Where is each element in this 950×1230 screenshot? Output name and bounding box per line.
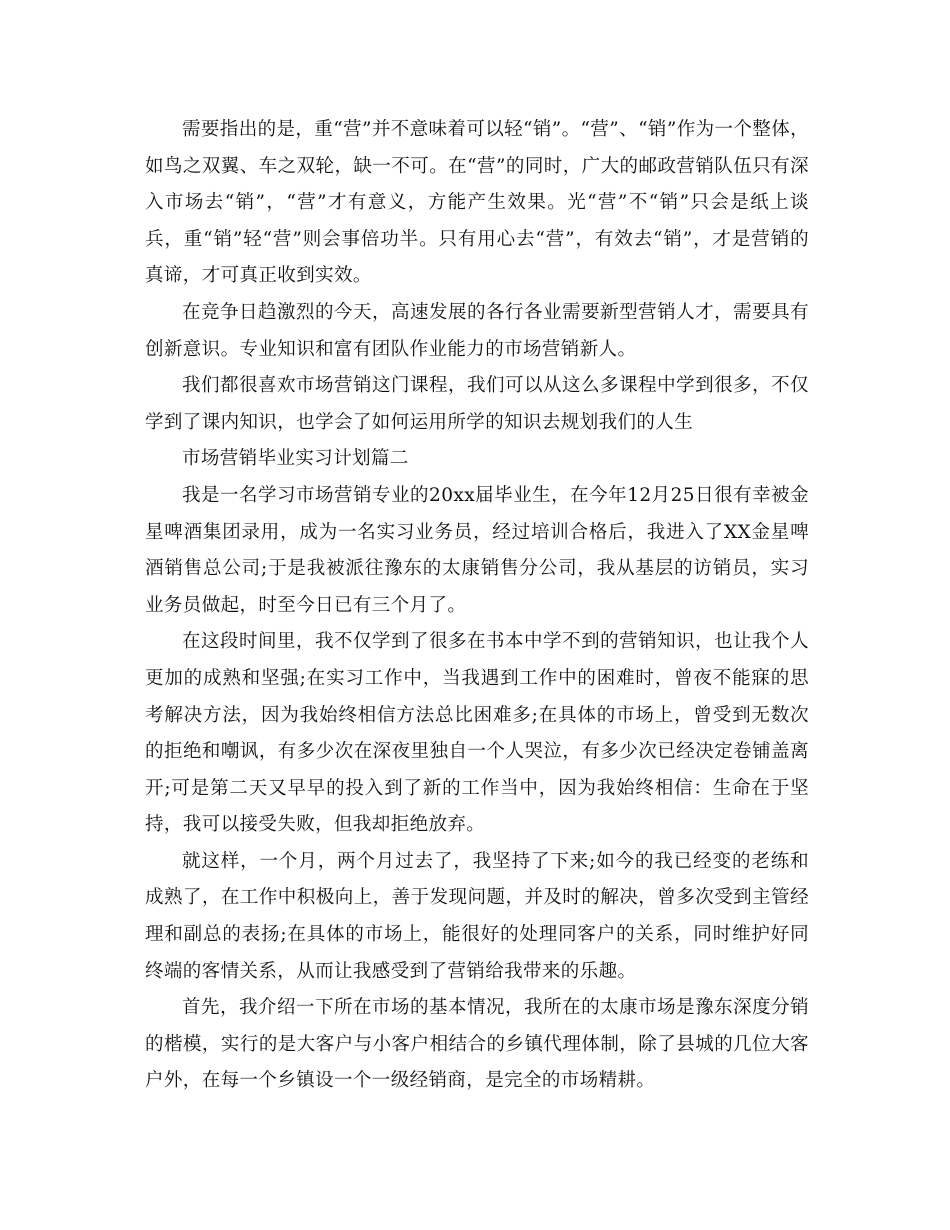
document-body bbox=[145, 112, 809, 1100]
paragraph-experience: 在这段时间里，我不仅学到了很多在书本中学不到的营销知识，也让我个人更加的成熟和坚强;在实习工作中，当我遇到工作中的困难时，曾夜不能寐的思考解决方法，因为我始终相信方法总比困难多;在具体的市场上，曾受到无数次的拒绝和嘲讽，有多少次在深夜里独自一个人哭泣，有多少次已经决定卷铺盖离开;可是第二天又早早的投入到了新的工作当中，因为我始终相信：生命在于坚持，我可以接受失败，但我却拒绝放弃。 bbox=[145, 631, 809, 836]
paragraph-talent-demand: 在竞争日趋激烈的今天，高速发展的各行各业需要新型营销人才，需要具有创新意识。专业知识和富有团队作业能力的市场营销新人。 bbox=[145, 301, 809, 360]
paragraph-intro-internship: 我是一名学习市场营销专业的20xx届毕业生，在今年12月25日很有幸被金星啤酒集团录用，成为一名实习业务员，经过培训合格后，我进入了XX金星啤酒销售总公司;于是我被派往豫东的太康销售分公司，我从基层的访销员，实习业务员做起，时至今日已有三个月了。 bbox=[145, 484, 809, 616]
paragraph-course: 我们都很喜欢市场营销这门课程，我们可以从这么多课程中学到很多，不仅学到了课内知识，也学会了如何运用所学的知识去规划我们的人生 bbox=[145, 375, 809, 433]
paragraph-ying-xiao: 需要指出的是，重“营”并不意味着可以轻“销”。“营”、“销”作为一个整体，如鸟之双翼、车之双轮，缺一不可。在“营”的同时，广大的邮政营销队伍只有深入市场去“销”，“营”才有意义，方能产生效果。光“营”不“销”只会是纸上谈兵，重“销”轻“营”则会事倍功半。只有用心去“营”，有效去“销”，才是营销的真谛，才可真正收到实效。 bbox=[145, 119, 809, 287]
section-heading: 市场营销毕业实习计划篇二 bbox=[182, 448, 409, 470]
paragraph-perseverance: 就这样，一个月，两个月过去了，我坚持了下来;如今的我已经变的老练和成熟了，在工作中积极向上，善于发现问题，并及时的解决，曾多次受到主管经理和副总的表扬;在具体的市场上，能很好的处理同客户的关系，同时维护好同终端的客情关系，从而让我感受到了营销给我带来的乐趣。 bbox=[145, 850, 809, 982]
paragraph-market-overview: 首先，我介绍一下所在市场的基本情况，我所在的太康市场是豫东深度分销的楷模，实行的是大客户与小客户相结合的乡镇代理体制，除了县城的几位大客户外，在每一个乡镇设一个一级经销商，是完全的市场精耕。 bbox=[145, 997, 809, 1092]
